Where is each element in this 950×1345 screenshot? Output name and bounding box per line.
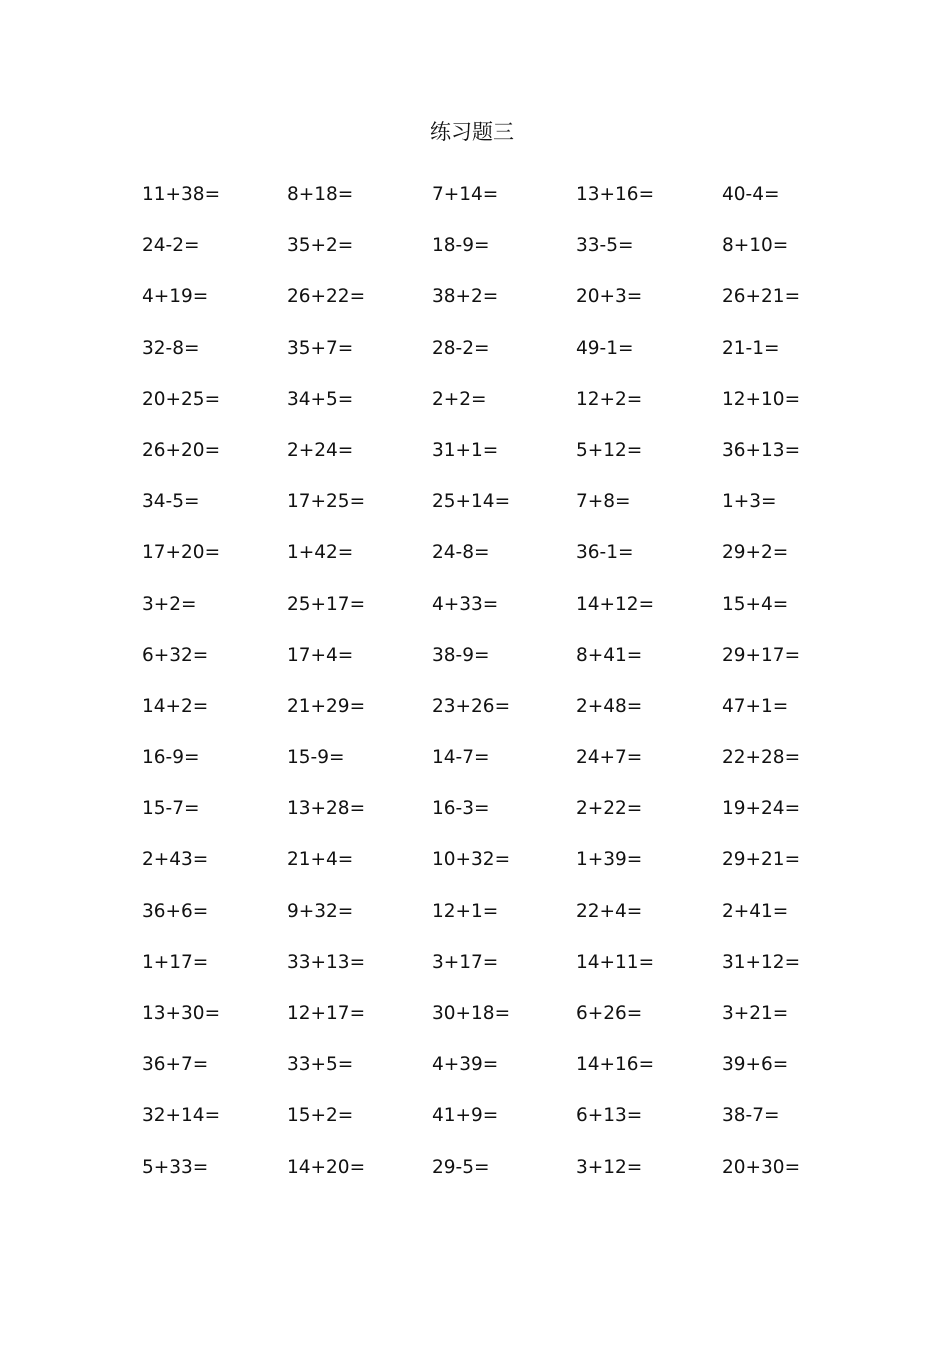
problem-cell: 3+12=	[576, 1156, 643, 1178]
problem-cell: 33+13=	[287, 951, 366, 973]
problem-cell: 18-9=	[432, 235, 490, 257]
problem-cell: 15+4=	[722, 593, 789, 615]
problem-cell: 41+9=	[432, 1105, 499, 1127]
problem-grid	[142, 181, 867, 1205]
problem-cell: 6+13=	[576, 1105, 643, 1127]
problem-cell: 9+32=	[287, 900, 354, 922]
problem-cell: 28-2=	[432, 337, 490, 359]
problem-cell: 31+1=	[432, 439, 499, 461]
problem-cell: 1+42=	[287, 542, 354, 564]
problem-cell: 7+14=	[432, 184, 499, 205]
problem-cell: 14-7=	[432, 747, 490, 769]
problem-cell: 16-3=	[432, 798, 490, 820]
problem-cell: 15-9=	[287, 747, 345, 769]
problem-cell: 34-5=	[142, 491, 200, 513]
problem-cell: 36+6=	[142, 900, 209, 922]
problem-cell: 2+24=	[287, 439, 354, 461]
problem-cell: 17+20=	[142, 542, 221, 564]
problem-cell: 2+43=	[142, 849, 209, 871]
problem-cell: 14+11=	[576, 951, 655, 973]
problem-cell: 21+4=	[287, 849, 354, 871]
problem-cell: 32+14=	[142, 1105, 221, 1127]
problem-cell: 5+12=	[576, 439, 643, 461]
problem-cell: 29+21=	[722, 849, 801, 871]
problem-cell: 19+24=	[722, 798, 801, 820]
problem-cell: 22+4=	[576, 900, 643, 922]
problem-cell: 35+2=	[287, 235, 354, 257]
problem-cell: 30+18=	[432, 1003, 511, 1024]
problem-cell: 4+39=	[432, 1054, 499, 1076]
problem-cell: 2+41=	[722, 900, 789, 922]
problem-cell: 25+17=	[287, 593, 366, 615]
problem-cell: 33+5=	[287, 1054, 354, 1076]
problem-cell: 17+25=	[287, 491, 366, 513]
problem-cell: 29+17=	[722, 644, 801, 666]
problem-cell: 38-9=	[432, 644, 490, 666]
problem-cell: 29-5=	[432, 1156, 490, 1178]
problem-cell: 2+48=	[576, 695, 643, 717]
page-title: 练习题三	[430, 120, 514, 144]
problem-cell: 10+32=	[432, 849, 511, 871]
problem-cell: 3+21=	[722, 1003, 789, 1024]
problem-cell: 15-7=	[142, 798, 200, 820]
problem-cell: 2+2=	[432, 388, 487, 410]
problem-cell: 36+7=	[142, 1054, 209, 1076]
problem-cell: 14+12=	[576, 593, 655, 615]
problem-cell: 3+17=	[432, 951, 499, 973]
problem-cell: 40-4=	[722, 184, 780, 205]
problem-cell: 22+28=	[722, 747, 801, 769]
problem-cell: 6+32=	[142, 644, 209, 666]
problem-cell: 12+2=	[576, 388, 643, 410]
problem-cell: 29+2=	[722, 542, 789, 564]
problem-cell: 15+2=	[287, 1105, 354, 1127]
problem-cell: 35+7=	[287, 337, 354, 359]
problem-cell: 20+25=	[142, 388, 221, 410]
problem-cell: 7+8=	[576, 491, 631, 513]
problem-cell: 33-5=	[576, 235, 634, 257]
problem-cell: 14+2=	[142, 695, 209, 717]
problem-cell: 24-8=	[432, 542, 490, 564]
problem-cell: 39+6=	[722, 1054, 789, 1076]
problem-cell: 6+26=	[576, 1003, 643, 1024]
problem-cell: 8+18=	[287, 184, 354, 205]
problem-cell: 38-7=	[722, 1105, 780, 1127]
problem-cell: 1+3=	[722, 491, 777, 513]
problem-cell: 38+2=	[432, 286, 499, 308]
problem-cell: 3+2=	[142, 593, 197, 615]
problem-cell: 21-1=	[722, 337, 780, 359]
problem-cell: 12+1=	[432, 900, 499, 922]
problem-cell: 32-8=	[142, 337, 200, 359]
problem-cell: 24-2=	[142, 235, 200, 257]
problem-cell: 24+7=	[576, 747, 643, 769]
problem-cell: 5+33=	[142, 1156, 209, 1178]
problem-cell: 12+17=	[287, 1003, 366, 1024]
problem-cell: 17+4=	[287, 644, 354, 666]
problem-cell: 20+3=	[576, 286, 643, 308]
problem-cell: 13+30=	[142, 1003, 221, 1024]
problem-cell: 47+1=	[722, 695, 789, 717]
problem-cell: 26+22=	[287, 286, 366, 308]
problem-cell: 20+30=	[722, 1156, 801, 1178]
problem-cell: 8+41=	[576, 644, 643, 666]
problem-cell: 2+22=	[576, 798, 643, 820]
problem-cell: 26+20=	[142, 439, 221, 461]
problem-cell: 21+29=	[287, 695, 366, 717]
problem-cell: 36-1=	[576, 542, 634, 564]
problem-cell: 31+12=	[722, 951, 801, 973]
problem-cell: 26+21=	[722, 286, 801, 308]
problem-cell: 14+20=	[287, 1156, 366, 1178]
problem-cell: 36+13=	[722, 439, 801, 461]
problem-cell: 4+19=	[142, 286, 209, 308]
problem-cell: 1+39=	[576, 849, 643, 871]
problem-cell: 12+10=	[722, 388, 801, 410]
problem-cell: 13+28=	[287, 798, 366, 820]
problem-cell: 8+10=	[722, 235, 789, 257]
problem-cell: 23+26=	[432, 695, 511, 717]
problem-cell: 16-9=	[142, 747, 200, 769]
problem-cell: 4+33=	[432, 593, 499, 615]
problem-cell: 1+17=	[142, 951, 209, 973]
problem-cell: 13+16=	[576, 184, 655, 205]
problem-cell: 34+5=	[287, 388, 354, 410]
problem-cell: 14+16=	[576, 1054, 655, 1076]
problem-cell: 25+14=	[432, 491, 511, 513]
problem-cell: 49-1=	[576, 337, 634, 359]
problem-cell: 11+38=	[142, 184, 221, 205]
